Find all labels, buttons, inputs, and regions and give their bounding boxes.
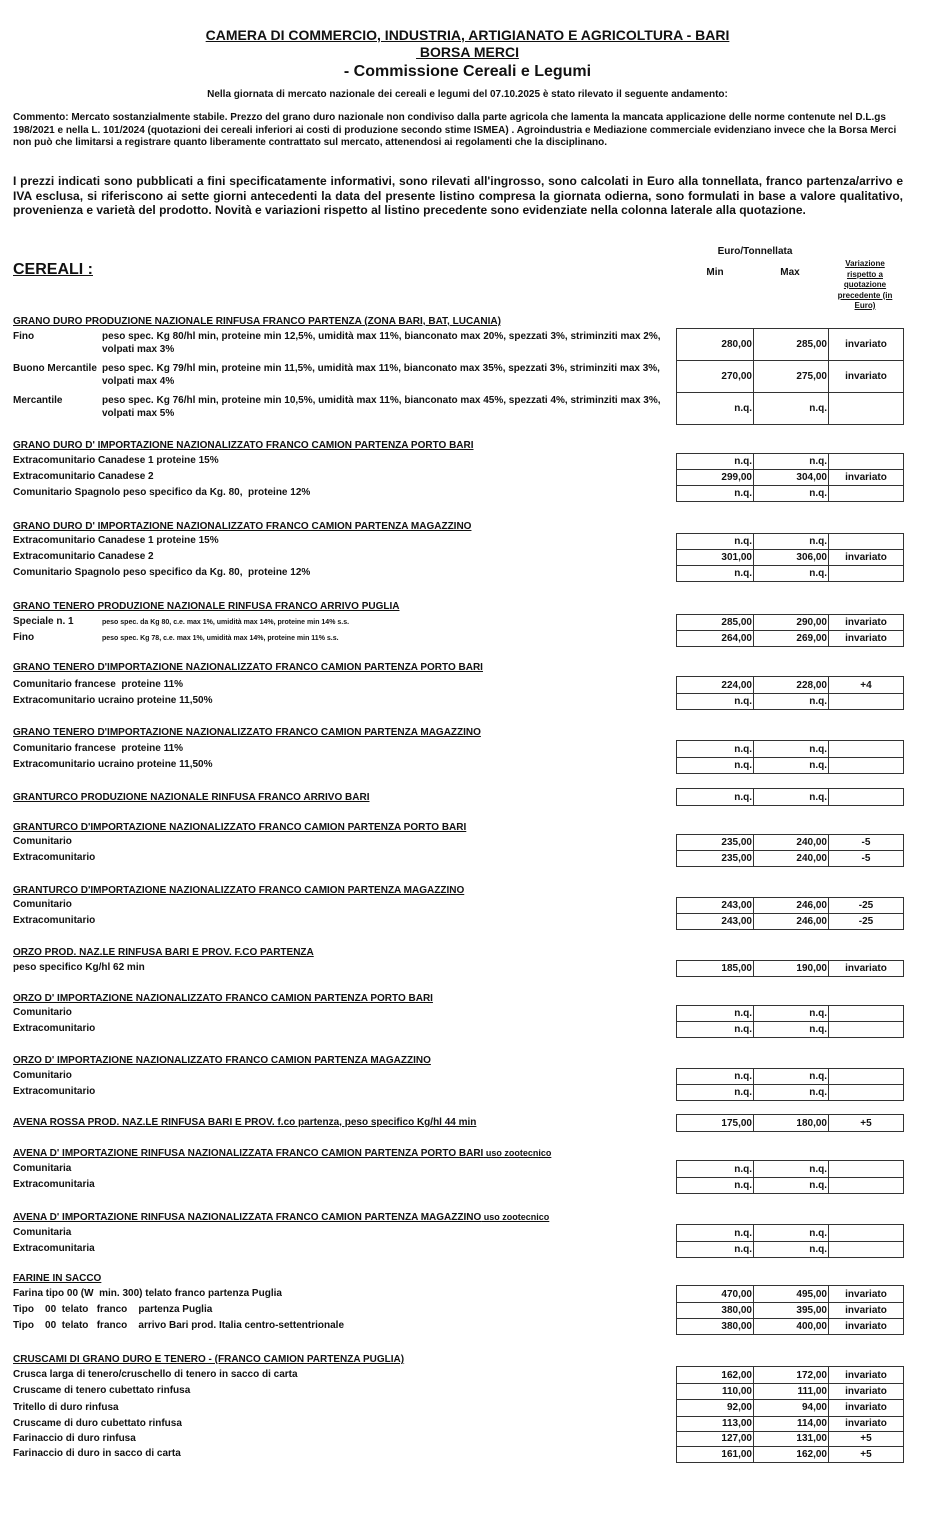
product-label: Extracomunitario ucraino proteine 11,50%: [13, 695, 213, 706]
min-price: 127,00: [677, 1431, 754, 1446]
price-row: [676, 1068, 904, 1085]
grade-specification: peso spec. Kg 80/hl min, proteine min 12,5%, umidità max 11%, bianconato max 20%, spezzati 3%, striminziti max 2%, volpati max 3%: [102, 331, 661, 355]
min-price: n.q.: [677, 1006, 754, 1021]
grade-label: Fino: [13, 632, 35, 643]
max-price: 290,00: [754, 615, 829, 630]
min-price: 264,00: [677, 630, 754, 646]
variation-value: +5: [860, 1433, 872, 1444]
min-price: 270,00: [677, 360, 754, 392]
max-price: n.q.: [754, 565, 829, 581]
section-title: GRANTURCO PRODUZIONE NAZIONALE RINFUSA FRANCO ARRIVO BARI: [13, 792, 370, 803]
product-label: Extracomunitario Canadese 2: [13, 551, 154, 562]
grade-label: Speciale n. 1: [13, 616, 74, 627]
min-price: 162,00: [677, 1367, 754, 1383]
variation-value: invariato: [845, 551, 887, 563]
section-title: GRANTURCO D'IMPORTAZIONE NAZIONALIZZATO FRANCO CAMION PARTENZA PORTO BARI: [13, 822, 467, 833]
section-title: AVENA ROSSA PROD. NAZ.LE RINFUSA BARI E PROV. f.co partenza, peso specifico Kg/hl 44 min: [13, 1117, 477, 1128]
price-row: [676, 565, 904, 582]
product-label: Cruscame di tenero cubettato rinfusa: [13, 1385, 191, 1396]
max-price: n.q.: [754, 1084, 829, 1100]
min-price: 280,00: [677, 329, 754, 360]
product-label: Comunitaria: [13, 1227, 72, 1238]
section-title: GRANO TENERO D'IMPORTAZIONE NAZIONALIZZATO FRANCO CAMION PARTENZA MAGAZZINO: [13, 727, 481, 738]
min-price: 110,00: [677, 1383, 754, 1399]
variation-value: invariato: [845, 1385, 887, 1397]
max-price: n.q.: [754, 1241, 829, 1257]
variation-value: +5: [860, 1117, 872, 1129]
product-label: Extracomunitaria: [13, 1179, 95, 1190]
price-row: [676, 1399, 904, 1417]
min-price: n.q.: [677, 1161, 754, 1177]
section-title: FARINE IN SACCO: [13, 1273, 102, 1284]
product-label: Extracomunitario: [13, 915, 96, 926]
min-price: n.q.: [677, 565, 754, 581]
min-column-header: Min: [706, 267, 724, 278]
product-label: Tritello di duro rinfusa: [13, 1402, 119, 1413]
grade-label: Fino: [13, 331, 35, 342]
section-title: GRANO DURO D' IMPORTAZIONE NAZIONALIZZATO FRANCO CAMION PARTENZA PORTO BARI: [13, 440, 474, 451]
min-price: 235,00: [677, 850, 754, 866]
price-disclaimer: I prezzi indicati sono pubblicati a fini specificatamente informativi, sono rilevati all'ingrosso, sono calcolati in Euro alla tonnellata, franco partenza/arrivo e IVA esclusa, si riferiscono ai sette giorni antecedenti la data del presente listino compresa la giornata odierna, sono formulati in base a valore qualitativo, provenienza e varietà del prodotto. Novità e variazioni rispetto al listino precedente sono evidenziate nella colonna laterale alla quotazione.: [13, 174, 903, 217]
variation-value: [829, 789, 903, 805]
variation-value: -5: [861, 852, 871, 864]
min-price: 113,00: [677, 1416, 754, 1431]
price-row: [676, 1318, 904, 1335]
grade-specification: peso spec. Kg 78, c.e. max 1%, umidità max 14%, proteine min 11% s.s.: [102, 635, 339, 642]
max-price: 304,00: [754, 469, 829, 485]
variation-value: [829, 1177, 903, 1193]
min-price: 299,00: [677, 469, 754, 485]
product-label: Extracomunitario: [13, 1086, 96, 1097]
grade-specification: peso spec. da Kg 80, c.e. max 1%, umidità max 14%, proteine min 14% s.s.: [102, 619, 350, 626]
variation-value: [829, 741, 903, 757]
variation-column-header: Variazione rispetto a quotazione precedente (in Euro): [837, 259, 893, 310]
min-price: n.q.: [677, 789, 754, 805]
product-label: Extracomunitario: [13, 1023, 96, 1034]
price-row: [676, 360, 904, 393]
price-row: [676, 1177, 904, 1194]
price-row: [676, 1224, 904, 1242]
variation-value: [829, 1069, 903, 1084]
variation-value: invariato: [845, 1402, 887, 1413]
min-price: 285,00: [677, 615, 754, 630]
price-row: [676, 1285, 904, 1303]
max-price: n.q.: [754, 1161, 829, 1177]
variation-value: +4: [860, 679, 872, 691]
product-label: Extracomunitario ucraino proteine 11,50%: [13, 759, 213, 770]
price-row: [676, 1084, 904, 1101]
variation-value: [829, 392, 903, 424]
variation-value: invariato: [845, 1304, 887, 1316]
max-price: 495,00: [754, 1286, 829, 1302]
product-label: Extracomunitario Canadese 2: [13, 471, 154, 482]
section-title: ORZO D' IMPORTAZIONE NAZIONALIZZATO FRANCO CAMION PARTENZA MAGAZZINO: [13, 1055, 431, 1066]
unit-label: Euro/Tonnellata: [717, 246, 793, 257]
variation-value: +5: [860, 1448, 872, 1460]
product-label: Extracomunitario Canadese 1 proteine 15%: [13, 535, 219, 546]
price-row: [676, 676, 904, 694]
max-price: 162,00: [754, 1446, 829, 1462]
variation-value: invariato: [845, 1288, 887, 1300]
min-price: n.q.: [677, 1225, 754, 1241]
variation-value: -25: [858, 915, 874, 927]
variation-value: invariato: [845, 617, 887, 628]
variation-value: [829, 757, 903, 773]
min-price: n.q.: [677, 693, 754, 709]
price-row: [676, 1431, 904, 1447]
product-label: Extracomunitario: [13, 852, 96, 863]
min-price: n.q.: [677, 1021, 754, 1037]
min-price: 243,00: [677, 913, 754, 929]
price-row: [676, 1005, 904, 1022]
min-price: 161,00: [677, 1446, 754, 1462]
product-label: Comunitario Spagnolo peso specifico da Kg. 80, proteine 12%: [13, 487, 311, 498]
min-price: 380,00: [677, 1318, 754, 1334]
min-price: n.q.: [677, 1069, 754, 1084]
variation-value: [829, 454, 903, 469]
variation-value: [829, 1241, 903, 1257]
min-price: 380,00: [677, 1302, 754, 1318]
variation-value: [829, 534, 903, 549]
price-row: [676, 1241, 904, 1258]
max-price: 114,00: [754, 1416, 829, 1431]
max-price: 275,00: [754, 360, 829, 392]
variation-value: -5: [861, 837, 871, 848]
product-label: peso specifico Kg/hl 62 min: [13, 962, 145, 973]
price-row: [676, 788, 904, 806]
section-title: GRANO TENERO PRODUZIONE NAZIONALE RINFUSA FRANCO ARRIVO PUGLIA: [13, 601, 400, 612]
product-label: Comunitario: [13, 836, 72, 847]
max-price: 94,00: [754, 1399, 829, 1416]
max-price: n.q.: [754, 534, 829, 549]
price-row: [676, 850, 904, 867]
price-row: [676, 469, 904, 486]
min-price: n.q.: [677, 741, 754, 757]
variation-value: -25: [858, 900, 874, 911]
max-price: n.q.: [754, 693, 829, 709]
variation-value: invariato: [845, 1320, 887, 1332]
product-label: Extracomunitario Canadese 1 proteine 15%: [13, 455, 219, 466]
min-price: n.q.: [677, 454, 754, 469]
product-label: Tipo 00 telato franco partenza Puglia: [13, 1304, 213, 1315]
max-price: n.q.: [754, 1006, 829, 1021]
section-title: ORZO D' IMPORTAZIONE NAZIONALIZZATO FRANCO CAMION PARTENZA PORTO BARI: [13, 993, 433, 1004]
price-row: [676, 1446, 904, 1463]
variation-value: invariato: [845, 1369, 887, 1381]
min-price: 301,00: [677, 549, 754, 565]
market-comment: Commento: Mercato sostanzialmente stabile. Prezzo del grano duro nazionale non condiviso dalla parte agricola che lamenta la mancata applicazione delle norme contenute nel D.L.gs 198/2021 e nella L. 101/2024 (quotazioni dei cereali inferiori ai costi di produzione secondo stime ISMEA) . Agroindustria e Mediazione commerciale evidenziano invece che la Borsa Merci non può che limitarsi a registrare quanto liberamente contrattato sul mercato, attenendosi ai regolamenti che la disciplinano.: [13, 112, 897, 148]
variation-value: [829, 1225, 903, 1241]
product-label: Comunitario: [13, 1007, 72, 1018]
max-price: n.q.: [754, 1069, 829, 1084]
min-price: 470,00: [677, 1286, 754, 1302]
product-label: Comunitaria: [13, 1163, 72, 1174]
section-title: GRANO DURO PRODUZIONE NAZIONALE RINFUSA FRANCO PARTENZA (ZONA BARI, BAT, LUCANIA): [13, 316, 501, 327]
max-price: n.q.: [754, 757, 829, 773]
max-price: n.q.: [754, 485, 829, 501]
price-row: [676, 1416, 904, 1432]
section-title: ORZO PROD. NAZ.LE RINFUSA BARI E PROV. F.CO PARTENZA: [13, 947, 314, 958]
variation-value: [829, 485, 903, 501]
min-price: 185,00: [677, 961, 754, 976]
price-row: [676, 1021, 904, 1038]
max-price: 246,00: [754, 913, 829, 929]
price-row: [676, 1366, 904, 1384]
max-price: 240,00: [754, 850, 829, 866]
product-label: Extracomunitaria: [13, 1243, 95, 1254]
product-label: Comunitario Spagnolo peso specifico da Kg. 80, proteine 12%: [13, 567, 311, 578]
min-price: n.q.: [677, 1177, 754, 1193]
price-row: [676, 549, 904, 566]
max-price: 306,00: [754, 549, 829, 565]
section-title: CRUSCAMI DI GRANO DURO E TENERO - (FRANCO CAMION PARTENZA PUGLIA): [13, 1354, 405, 1365]
product-label: Comunitario: [13, 899, 72, 910]
variation-value: invariato: [845, 370, 887, 382]
max-price: n.q.: [754, 1225, 829, 1241]
variation-value: [829, 1084, 903, 1100]
grade-label: Buono Mercantile: [13, 363, 97, 374]
min-price: 224,00: [677, 677, 754, 693]
variation-value: invariato: [845, 632, 887, 644]
min-price: 92,00: [677, 1399, 754, 1416]
min-price: 243,00: [677, 898, 754, 913]
product-label: Tipo 00 telato franco arrivo Bari prod. Italia centro-settentrionale: [13, 1320, 345, 1331]
product-label: Comunitario francese proteine 11%: [13, 743, 184, 754]
price-row: [676, 1114, 904, 1132]
max-price: 285,00: [754, 329, 829, 360]
price-row: [676, 485, 904, 502]
price-row: [676, 614, 904, 631]
borsa-merci-title: BORSA MERCI: [416, 44, 519, 60]
max-price: 395,00: [754, 1302, 829, 1318]
variation-value: [829, 1021, 903, 1037]
grade-specification: peso spec. Kg 76/hl min, proteine min 10,5%, umidità max 11%, bianconato max 45%, spezzati 4%, striminziti max 3%, volpati max 5%: [102, 395, 661, 419]
grade-specification: peso spec. Kg 79/hl min, proteine min 11,5%, umidità max 11%, bianconato max 35%, spezzati 3%, striminziti max 3%, volpati max 4%: [102, 363, 660, 387]
min-price: n.q.: [677, 485, 754, 501]
max-price: n.q.: [754, 741, 829, 757]
price-row: [676, 453, 904, 470]
variation-value: invariato: [845, 963, 887, 974]
min-price: n.q.: [677, 757, 754, 773]
price-row: [676, 913, 904, 930]
min-price: 175,00: [677, 1115, 754, 1131]
max-price: 180,00: [754, 1115, 829, 1131]
max-price: n.q.: [754, 1021, 829, 1037]
price-row: [676, 1160, 904, 1178]
price-row: [676, 757, 904, 774]
section-title-suffix: uso zootecnico: [481, 1212, 550, 1222]
product-label: Farinaccio di duro in sacco di carta: [13, 1448, 181, 1459]
intro-text: Nella giornata di mercato nazionale dei cereali e legumi del 07.10.2025 è stato rilevato il seguente andamento:: [207, 89, 728, 100]
product-label: Farinaccio di duro rinfusa: [13, 1433, 136, 1444]
price-row: [676, 1383, 904, 1400]
price-row: [676, 740, 904, 758]
variation-value: invariato: [845, 471, 887, 483]
max-price: 400,00: [754, 1318, 829, 1334]
variation-value: [829, 1161, 903, 1177]
product-label: Comunitario: [13, 1070, 72, 1081]
commission-title: - Commissione Cereali e Legumi: [343, 63, 592, 80]
price-row: [676, 693, 904, 710]
price-row: [676, 392, 904, 425]
section-title: AVENA D' IMPORTAZIONE RINFUSA NAZIONALIZZATA FRANCO CAMION PARTENZA PORTO BARI uso zootecnico: [13, 1148, 552, 1159]
max-column-header: Max: [780, 267, 800, 278]
chamber-title: CAMERA DI COMMERCIO, INDUSTRIA, ARTIGIANATO E AGRICOLTURA - BARI: [205, 27, 730, 43]
max-price: n.q.: [754, 1177, 829, 1193]
section-title-suffix: uso zootecnico: [483, 1148, 552, 1158]
max-price: n.q.: [754, 454, 829, 469]
variation-value: invariato: [845, 339, 887, 350]
max-price: 269,00: [754, 630, 829, 646]
product-label: Farina tipo 00 (W min. 300) telato franco partenza Puglia: [13, 1288, 282, 1299]
price-row: [676, 960, 904, 977]
min-price: 235,00: [677, 835, 754, 850]
max-price: 246,00: [754, 898, 829, 913]
price-row: [676, 1302, 904, 1319]
variation-value: [829, 1006, 903, 1021]
product-label: Crusca larga di tenero/cruschello di tenero in sacco di carta: [13, 1369, 298, 1380]
max-price: n.q.: [754, 392, 829, 424]
price-row: [676, 630, 904, 647]
max-price: 190,00: [754, 961, 829, 976]
price-row: [676, 328, 904, 361]
section-title: GRANO DURO D' IMPORTAZIONE NAZIONALIZZATO FRANCO CAMION PARTENZA MAGAZZINO: [13, 521, 472, 532]
cereali-heading: CEREALI :: [13, 261, 93, 278]
section-title: AVENA D' IMPORTAZIONE RINFUSA NAZIONALIZZATA FRANCO CAMION PARTENZA MAGAZZINO uso zootecnico: [13, 1212, 550, 1223]
max-price: 228,00: [754, 677, 829, 693]
variation-value: invariato: [845, 1418, 887, 1429]
grade-label: Mercantile: [13, 395, 63, 406]
product-label: Cruscame di duro cubettato rinfusa: [13, 1418, 182, 1429]
variation-value: [829, 693, 903, 709]
min-price: n.q.: [677, 534, 754, 549]
price-row: [676, 897, 904, 914]
section-title: GRANO TENERO D'IMPORTAZIONE NAZIONALIZZATO FRANCO CAMION PARTENZA PORTO BARI: [13, 662, 483, 673]
min-price: n.q.: [677, 1241, 754, 1257]
price-row: [676, 533, 904, 550]
price-row: [676, 834, 904, 851]
max-price: 240,00: [754, 835, 829, 850]
section-title: GRANTURCO D'IMPORTAZIONE NAZIONALIZZATO FRANCO CAMION PARTENZA MAGAZZINO: [13, 885, 465, 896]
max-price: 172,00: [754, 1367, 829, 1383]
min-price: n.q.: [677, 392, 754, 424]
max-price: n.q.: [754, 789, 829, 805]
product-label: Comunitario francese proteine 11%: [13, 679, 184, 690]
max-price: 131,00: [754, 1431, 829, 1446]
max-price: 111,00: [754, 1383, 829, 1399]
min-price: n.q.: [677, 1084, 754, 1100]
variation-value: [829, 565, 903, 581]
